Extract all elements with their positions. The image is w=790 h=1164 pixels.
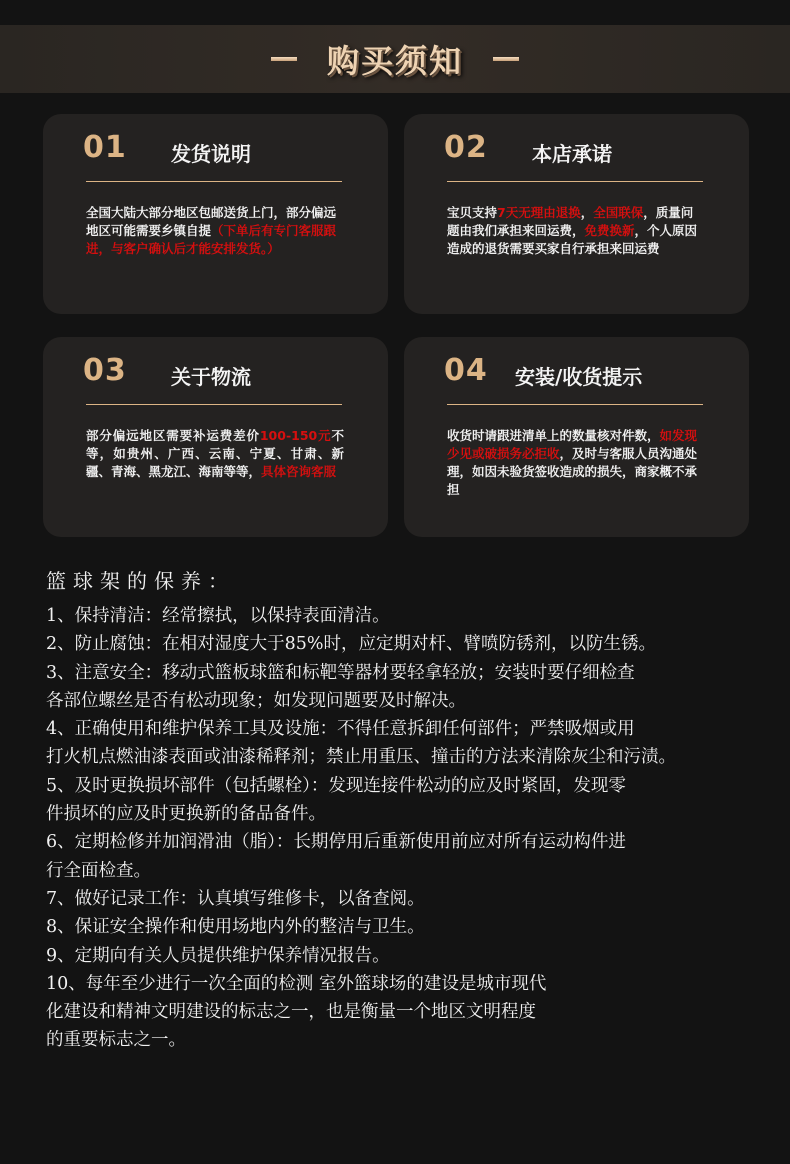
maintenance-line: 各部位螺丝是否有松动现象；如发现问题要及时解决。 <box>46 690 466 711</box>
maintenance-line: 3、注意安全：移动式篮板球篮和标靶等器材要轻拿轻放；安装时要仔细检查 <box>46 662 635 683</box>
card-number: 04 <box>444 353 488 388</box>
maintenance-line: 10、每年至少进行一次全面的检测 室外篮球场的建设是城市现代 <box>46 973 547 994</box>
body-text: ，个人原因造成的退货需要买家自行承担来回运费 <box>447 223 698 256</box>
maintenance-title: 篮球架的保养： <box>46 569 235 593</box>
left-dash-decoration <box>271 57 297 61</box>
maintenance-line: 4、正确使用和维护保养工具及设施：不得任意拆卸任何部件；严禁吸烟或用 <box>46 719 635 740</box>
body-text: ， <box>580 205 594 220</box>
body-text: 部分偏远地区需要补运费差价 <box>86 428 260 443</box>
card-heading: 发货说明 <box>171 142 251 166</box>
card-heading: 关于物流 <box>171 365 251 389</box>
divider <box>86 404 342 405</box>
maintenance-line: 的重要标志之一。 <box>46 1030 186 1051</box>
body-highlight: 如发现少见或破损务必拒收 <box>447 428 698 461</box>
maintenance-line: 行全面检查。 <box>46 860 151 881</box>
card-shipping <box>43 114 388 314</box>
card-body <box>86 204 344 258</box>
maintenance-section <box>46 565 766 1055</box>
body-highlight: 7天无理由退换 <box>497 205 581 220</box>
card-store-promise <box>404 114 749 314</box>
body-highlight: 100-150元 <box>259 428 332 443</box>
card-number: 01 <box>83 130 127 165</box>
card-heading: 本店承诺 <box>532 142 612 166</box>
card-heading: 安装/收货提示 <box>515 365 643 389</box>
maintenance-line: 9、定期向有关人员提供维护保养情况报告。 <box>46 945 390 966</box>
card-body <box>447 427 705 499</box>
card-logistics <box>43 337 388 537</box>
header-banner <box>0 25 790 93</box>
right-dash-decoration <box>493 57 519 61</box>
body-text: 全国大陆大部分地区包邮送货上门，部分偏远地区可能需要乡镇自提 <box>86 205 337 238</box>
body-highlight: 全国联保 <box>593 205 644 220</box>
body-highlight: 免费换新 <box>584 223 635 238</box>
maintenance-line: 2、防止腐蚀：在相对湿度大于85%时，应定期对杆、臂喷防锈剂，以防生锈。 <box>46 634 657 655</box>
maintenance-line: 件损坏的应及时更换新的备品备件。 <box>46 804 326 825</box>
card-number: 03 <box>83 353 127 388</box>
divider <box>86 181 342 182</box>
body-highlight: 具体咨询客服 <box>261 464 337 479</box>
divider <box>447 404 703 405</box>
body-text: ，及时与客服人员沟通处理，如因未验货签收造成的损失，商家概不承担 <box>447 446 698 497</box>
card-installation-receipt <box>404 337 749 537</box>
body-text: ，质量问题由我们承担来回运费， <box>447 205 694 238</box>
maintenance-line: 5、及时更换损坏部件（包括螺栓）：发现连接件松动的应及时紧固，发现零 <box>46 775 626 796</box>
card-body <box>86 427 344 481</box>
divider <box>447 181 703 182</box>
card-number: 02 <box>444 130 488 165</box>
maintenance-line: 打火机点燃油漆表面或油漆稀释剂；禁止用重压、撞击的方法来清除灰尘和污渍。 <box>46 747 676 768</box>
maintenance-line: 1、保持清洁：经常擦拭，以保持表面清洁。 <box>46 606 390 626</box>
maintenance-line: 8、保证安全操作和使用场地内外的整洁与卫生。 <box>46 917 425 938</box>
body-text: 宝贝支持 <box>447 205 498 220</box>
maintenance-line: 7、做好记录工作：认真填写维修卡，以备查阅。 <box>46 888 425 909</box>
page-title: 购买须知 <box>326 42 463 80</box>
card-body <box>447 204 705 258</box>
body-highlight: （下单后有专门客服跟进，与客户确认后才能安排发货。） <box>86 223 337 256</box>
maintenance-line: 6、定期检修并加润滑油（脂）：长期停用后重新使用前应对所有运动构件进 <box>46 832 626 853</box>
maintenance-line: 化建设和精神文明建设的标志之一，也是衡量一个地区文明程度 <box>46 1002 536 1023</box>
body-text: 收货时请跟进清单上的数量核对件数， <box>447 428 660 443</box>
body-text: 不等，如贵州、广西、云南、宁夏、甘肃、新疆、青海、黑龙江、海南等等， <box>86 428 344 479</box>
